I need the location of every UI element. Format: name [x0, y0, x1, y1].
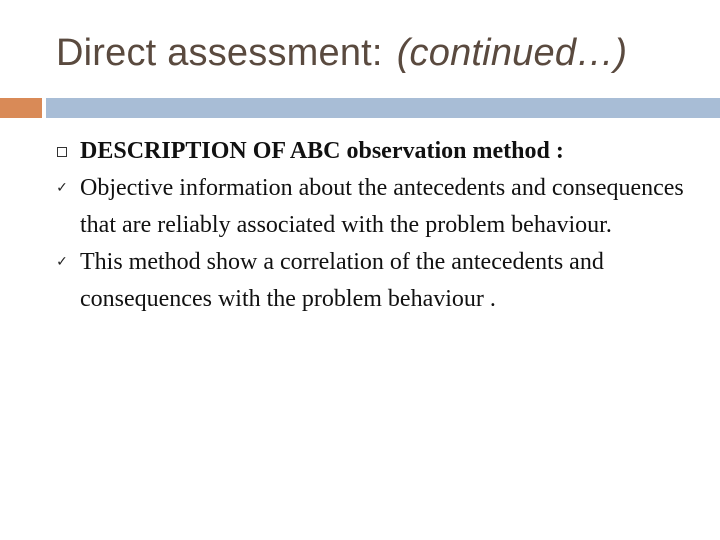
accent-bar-orange — [0, 98, 42, 118]
bullet-text-correlation: This method show a correlation of the antecedents and consequences with the problem behaviour . — [80, 249, 604, 312]
title-continued: (continued…) — [396, 32, 628, 74]
checkmark-icon: ✓ — [56, 180, 68, 196]
accent-bar-blue — [46, 98, 720, 118]
bullet-item-correlation — [56, 244, 700, 318]
title-main: Direct assessment: — [56, 32, 383, 74]
bullet-item-heading — [80, 133, 700, 170]
checkmark-icon: ✓ — [56, 254, 68, 270]
box-bullet-icon — [54, 133, 70, 170]
bullet-text-objective: Objective information about the antecedents and consequences that are reliably associated with the problem behaviour. — [80, 175, 684, 238]
bullet-text-heading: DESCRIPTION OF ABC observation method : — [80, 138, 564, 164]
bullet-list — [56, 133, 700, 318]
bullet-item-objective — [56, 170, 700, 244]
slide-title — [56, 32, 627, 75]
